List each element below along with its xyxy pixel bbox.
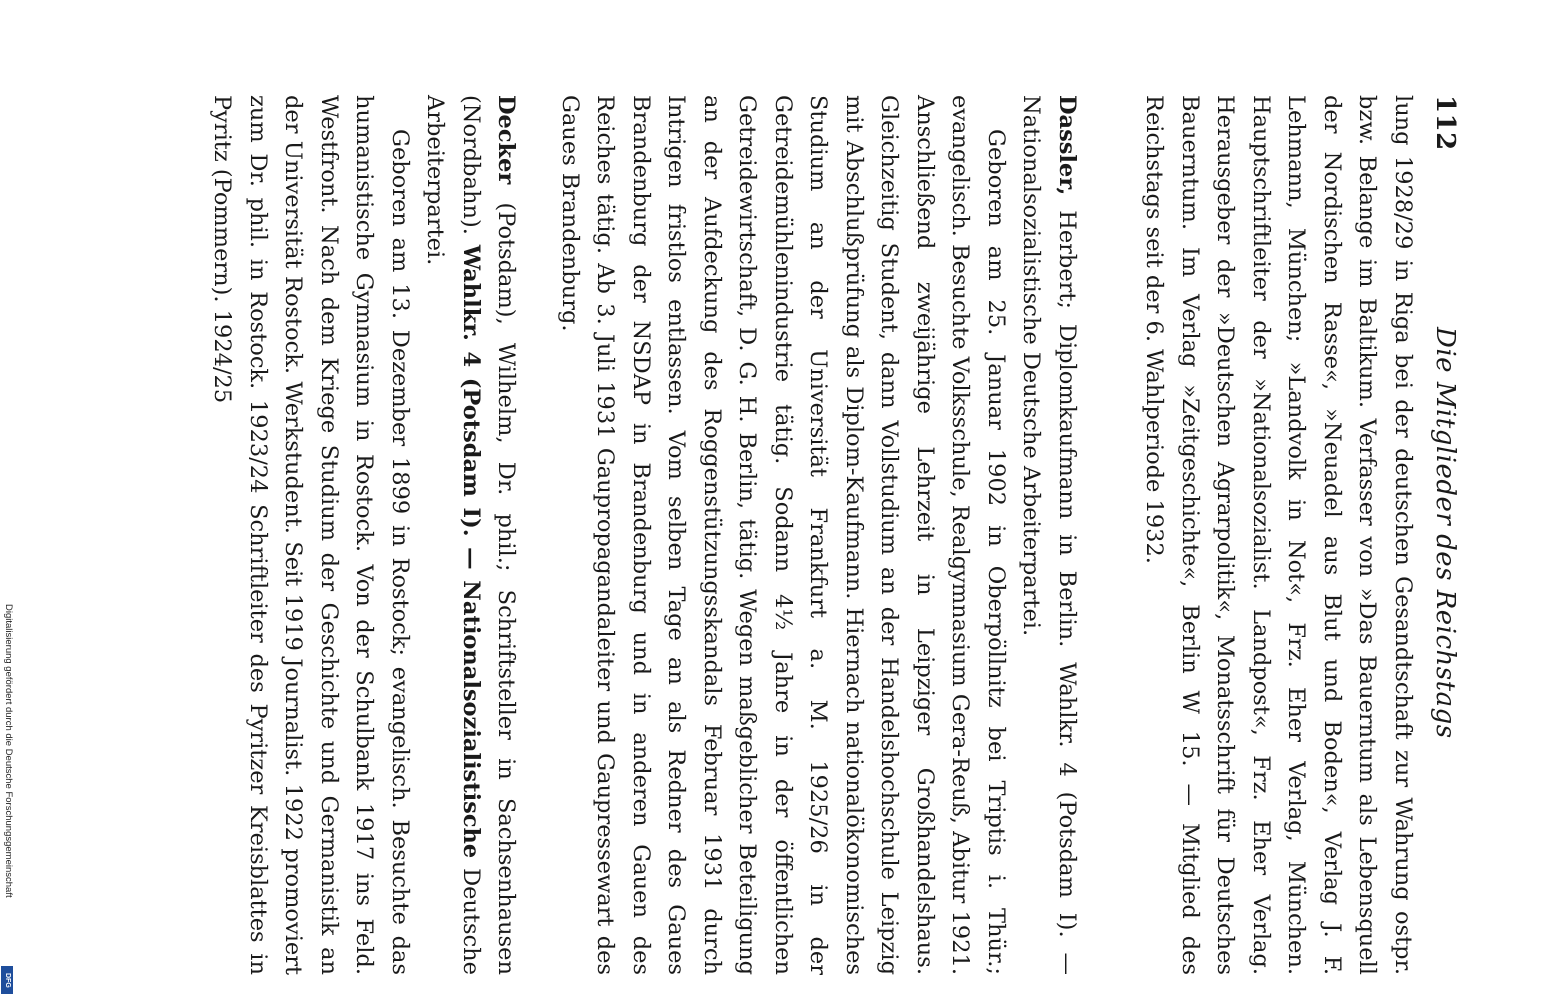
biography-text: Geboren am 13. Dezember 1899 in Rostock; evangelisch. Besuchte das humanistische Gymnasium in Rostock. Von der Schulbank 1917 ins Feld. Westfront. Nach dem Kriege Studium der Geschichte und Germanistik an der Universität Rostock. Werkstudent. Seit 1919 Journalist. 1922 promoviert zum Dr. phil. in Rostock. 1923/24 Schriftleiter des Pyritzer Kreisblattes in Pyritz (Pommern). 1924/25 bbox=[209, 95, 413, 975]
entry-heading bbox=[1013, 95, 1084, 975]
running-title: Die Mitglieder des Reichstags bbox=[1430, 327, 1460, 739]
page-header bbox=[1420, 95, 1460, 975]
member-name: Dassler, bbox=[1054, 95, 1080, 196]
page-number: 112 bbox=[1430, 95, 1460, 151]
dfg-logo-icon: DFG bbox=[1, 966, 13, 994]
page-body bbox=[176, 95, 1420, 975]
member-constituency: Wahlkr. 4 (Potsdam I). — Nationalsozialistische bbox=[458, 244, 484, 859]
member-details: (Potsdam), Wilhelm, Dr. phil.; Schriftsteller in Sachsenhausen (Nordbahn). bbox=[458, 95, 520, 975]
biography-entry bbox=[204, 95, 524, 975]
biography-entry bbox=[552, 95, 1085, 975]
digitization-credit bbox=[0, 604, 14, 1000]
member-name: Decker bbox=[493, 95, 520, 185]
credit-text: Digitalisierung gefördert durch die Deutsche Forschungsgemeinschaft bbox=[3, 604, 14, 898]
continued-entry bbox=[1136, 95, 1420, 975]
member-party: Deutsche Arbeiterpartei. bbox=[422, 95, 484, 975]
continued-paragraph: lung 1928/29 in Riga bei der deutschen Gesandtschaft zur Wahrung ostpr. bzw. Belange im Baltikum. Verfasser von »Das Bauerntum als Lebensquell der Nordischen Rasse«, »Neuadel aus Blut und Boden«, Verlag J. F. Lehmann, München; »Landvolk in Not«, Frz. Eher Verlag, München. Hauptschriftleiter der »Nationalsozialist. Landpost«, Frz. Eher Verlag. Herausgeber der »Deutschen Agrarpolitik«, Monatsschrift für Deutsches Bauerntum. Im Verlag »Zeitgeschichte«, Berlin W 15. — Mitglied des Reichstags seit der 6. Wahlperiode 1932. bbox=[1141, 95, 1416, 975]
biography-text: Geboren am 25. Januar 1902 in Oberpöllnitz bei Triptis i. Thür.; evangelisch. Besuchte Volksschule, Realgymnasium Gera-Reuß, Abitur 1921. Anschließend zweijährige Lehrzeit in Leipziger Großhandelshaus. Gleichzeitig Student, dann Vollstudium an der Handelshochschule Leipzig mit Abschlußprüfung als Diplom-Kaufmann. Hiernach nationalökonomisches Studium an der Universität Frankfurt a. M. 1925/26 in der Getreidemühlenindustrie tätig. Sodann 4½ Jahre in der öffentlichen Getreidewirtschaft, D. G. H. Berlin, tätig. Wegen maßgeblicher Beteiligung an der Aufdeckung des Roggenstützungsskandals Februar 1931 durch Intrigen fristlos entlassen. Vom selben Tage an als Redner des Gaues Brandenburg der NSDAP in Brandenburg und in anderen Gauen des Reiches tätig. Ab 3. Juli 1931 Gaupropagandaleiter und Gaupressewart des Gaues Brandenburg. bbox=[557, 95, 1009, 975]
rotated-text-block bbox=[80, 95, 1460, 975]
entry-heading bbox=[417, 95, 524, 975]
member-details: Herbert; Diplomkaufmann in Berlin. Wahlkr. 4 (Potsdam I). — Nationalsozialistische Deutsche Arbeiterpartei. bbox=[1018, 95, 1080, 975]
